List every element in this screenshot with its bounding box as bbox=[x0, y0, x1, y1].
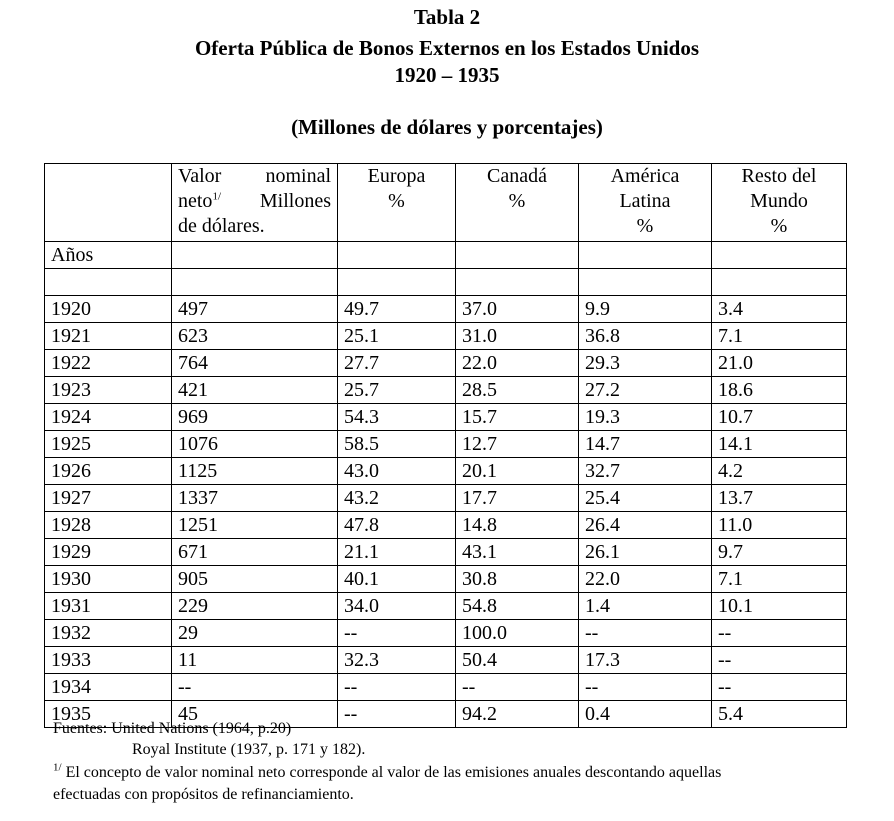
cell-nominal: 45 bbox=[172, 701, 338, 728]
cell-america: 0.4 bbox=[579, 701, 712, 728]
header-nominal-word-valor: Valor bbox=[178, 165, 222, 187]
table-row bbox=[45, 350, 847, 377]
cell-america: 36.8 bbox=[579, 323, 712, 350]
cell-america: 32.7 bbox=[579, 458, 712, 485]
footnote-line-1 bbox=[53, 763, 843, 783]
header-europa-unit: % bbox=[388, 190, 405, 212]
cell-canada: 14.8 bbox=[456, 512, 579, 539]
cell-canada: 37.0 bbox=[456, 296, 579, 323]
cell-year: 1923 bbox=[45, 377, 172, 404]
header-nominal-line2 bbox=[178, 189, 331, 214]
cell-resto: 7.1 bbox=[712, 323, 847, 350]
table-period: 1920 – 1935 bbox=[394, 63, 500, 87]
cell-resto: 18.6 bbox=[712, 377, 847, 404]
cell-year: 1927 bbox=[45, 485, 172, 512]
cell-europa: 40.1 bbox=[338, 566, 456, 593]
cell-year: 1932 bbox=[45, 620, 172, 647]
cell-europa: -- bbox=[338, 620, 456, 647]
cell-europa: 43.2 bbox=[338, 485, 456, 512]
cell-europa: 25.1 bbox=[338, 323, 456, 350]
cell-europa: 58.5 bbox=[338, 431, 456, 458]
header-nominal-word-millones: Millones bbox=[259, 190, 331, 212]
header-resto-label-1: Resto del bbox=[741, 165, 817, 187]
header-america-label-1: América bbox=[610, 165, 680, 187]
cell-nominal: 1251 bbox=[172, 512, 338, 539]
cell-america: 17.3 bbox=[579, 647, 712, 674]
cell-year: 1928 bbox=[45, 512, 172, 539]
table-row bbox=[45, 512, 847, 539]
cell-america: 9.9 bbox=[579, 296, 712, 323]
cell-nominal: 497 bbox=[172, 296, 338, 323]
cell-nominal: 969 bbox=[172, 404, 338, 431]
table-row bbox=[45, 296, 847, 323]
table-subtitle: Oferta Pública de Bonos Externos en los Estados Unidos bbox=[194, 36, 700, 60]
header-resto-label-2: Mundo bbox=[750, 190, 808, 212]
header-canada-label: Canadá bbox=[487, 165, 547, 187]
table-title: Tabla 2 bbox=[413, 5, 481, 29]
empty-cell bbox=[456, 242, 579, 269]
header-nominal-line1 bbox=[178, 164, 331, 189]
empty-cell bbox=[712, 242, 847, 269]
header-canada-unit: % bbox=[508, 190, 526, 212]
cell-nominal: 229 bbox=[172, 593, 338, 620]
cell-canada: 31.0 bbox=[456, 323, 579, 350]
cell-year: 1929 bbox=[45, 539, 172, 566]
cell-canada: 100.0 bbox=[456, 620, 579, 647]
years-label: Años bbox=[45, 242, 172, 269]
cell-europa: 27.7 bbox=[338, 350, 456, 377]
cell-canada: 94.2 bbox=[456, 701, 579, 728]
years-label-row bbox=[45, 242, 847, 269]
footnote-text-1: El concepto de valor nominal neto corresponde al valor de las emisiones anuales descontando aquellas bbox=[65, 764, 722, 781]
header-nominal-word-neto bbox=[178, 189, 221, 214]
cell-year: 1930 bbox=[45, 566, 172, 593]
header-america-unit: % bbox=[636, 215, 654, 237]
sources-line-1: Fuentes: United Nations (1964, p.20) bbox=[53, 720, 292, 737]
cell-resto: 5.4 bbox=[712, 701, 847, 728]
empty-cell bbox=[338, 269, 456, 296]
cell-nominal: 671 bbox=[172, 539, 338, 566]
header-europa-label: Europa bbox=[367, 165, 426, 187]
footnote-note-marker: 1/ bbox=[53, 761, 62, 774]
cell-resto: 13.7 bbox=[712, 485, 847, 512]
header-empty-cell bbox=[45, 164, 172, 242]
cell-resto: 7.1 bbox=[712, 566, 847, 593]
cell-resto: 10.1 bbox=[712, 593, 847, 620]
table-row bbox=[45, 377, 847, 404]
cell-resto: 4.2 bbox=[712, 458, 847, 485]
cell-canada: 43.1 bbox=[456, 539, 579, 566]
cell-nominal: 1076 bbox=[172, 431, 338, 458]
table-row bbox=[45, 539, 847, 566]
cell-america: 29.3 bbox=[579, 350, 712, 377]
cell-nominal: 11 bbox=[172, 647, 338, 674]
cell-resto: -- bbox=[712, 674, 847, 701]
header-resto-del-mundo bbox=[712, 164, 847, 242]
cell-nominal: 421 bbox=[172, 377, 338, 404]
sources-line-2: Royal Institute (1937, p. 171 y 182). bbox=[132, 741, 366, 758]
empty-cell bbox=[45, 269, 172, 296]
cell-canada: 50.4 bbox=[456, 647, 579, 674]
cell-europa: 25.7 bbox=[338, 377, 456, 404]
cell-nominal: -- bbox=[172, 674, 338, 701]
cell-america: 26.4 bbox=[579, 512, 712, 539]
table-row bbox=[45, 404, 847, 431]
cell-year: 1926 bbox=[45, 458, 172, 485]
header-nominal-value bbox=[172, 164, 338, 242]
cell-america: 19.3 bbox=[579, 404, 712, 431]
cell-year: 1931 bbox=[45, 593, 172, 620]
table-row bbox=[45, 323, 847, 350]
cell-resto: -- bbox=[712, 620, 847, 647]
header-america-label-2: Latina bbox=[619, 190, 671, 212]
header-resto-unit: % bbox=[770, 215, 788, 237]
cell-canada: 22.0 bbox=[456, 350, 579, 377]
cell-america: -- bbox=[579, 674, 712, 701]
cell-europa: 34.0 bbox=[338, 593, 456, 620]
cell-year: 1934 bbox=[45, 674, 172, 701]
empty-cell bbox=[172, 242, 338, 269]
table-units: (Millones de dólares y porcentajes) bbox=[291, 115, 603, 139]
cell-europa: 47.8 bbox=[338, 512, 456, 539]
cell-resto: -- bbox=[712, 647, 847, 674]
cell-america: 25.4 bbox=[579, 485, 712, 512]
cell-europa: 32.3 bbox=[338, 647, 456, 674]
spacer-row bbox=[45, 269, 847, 296]
table-row bbox=[45, 674, 847, 701]
table-row bbox=[45, 647, 847, 674]
empty-cell bbox=[579, 242, 712, 269]
cell-canada: -- bbox=[456, 674, 579, 701]
bond-issues-table bbox=[44, 163, 847, 728]
table-row bbox=[45, 566, 847, 593]
cell-america: 26.1 bbox=[579, 539, 712, 566]
header-row bbox=[45, 164, 847, 242]
cell-nominal: 29 bbox=[172, 620, 338, 647]
footnote-line-2: efectuadas con propósitos de refinanciamiento. bbox=[53, 786, 354, 803]
header-europa bbox=[338, 164, 456, 242]
cell-canada: 30.8 bbox=[456, 566, 579, 593]
header-nominal-line3: de dólares. bbox=[178, 215, 265, 237]
table-row bbox=[45, 593, 847, 620]
cell-nominal: 764 bbox=[172, 350, 338, 377]
cell-resto: 10.7 bbox=[712, 404, 847, 431]
cell-america: 1.4 bbox=[579, 593, 712, 620]
cell-canada: 20.1 bbox=[456, 458, 579, 485]
header-america-latina bbox=[579, 164, 712, 242]
cell-year: 1935 bbox=[45, 701, 172, 728]
table-row bbox=[45, 431, 847, 458]
cell-year: 1925 bbox=[45, 431, 172, 458]
cell-america: 22.0 bbox=[579, 566, 712, 593]
cell-year: 1921 bbox=[45, 323, 172, 350]
table-row bbox=[45, 458, 847, 485]
empty-cell bbox=[712, 269, 847, 296]
cell-europa: 54.3 bbox=[338, 404, 456, 431]
table-row bbox=[45, 485, 847, 512]
cell-europa: 21.1 bbox=[338, 539, 456, 566]
table-row bbox=[45, 620, 847, 647]
cell-canada: 12.7 bbox=[456, 431, 579, 458]
empty-cell bbox=[172, 269, 338, 296]
footnote-marker: 1/ bbox=[212, 190, 221, 203]
empty-cell bbox=[579, 269, 712, 296]
cell-nominal: 1337 bbox=[172, 485, 338, 512]
cell-resto: 21.0 bbox=[712, 350, 847, 377]
cell-year: 1920 bbox=[45, 296, 172, 323]
cell-resto: 3.4 bbox=[712, 296, 847, 323]
cell-america: -- bbox=[579, 620, 712, 647]
cell-america: 27.2 bbox=[579, 377, 712, 404]
cell-year: 1924 bbox=[45, 404, 172, 431]
cell-europa: 49.7 bbox=[338, 296, 456, 323]
cell-nominal: 1125 bbox=[172, 458, 338, 485]
cell-nominal: 623 bbox=[172, 323, 338, 350]
cell-canada: 28.5 bbox=[456, 377, 579, 404]
header-nominal-word-nominal: nominal bbox=[265, 165, 331, 187]
empty-cell bbox=[338, 242, 456, 269]
cell-europa: 43.0 bbox=[338, 458, 456, 485]
cell-europa: -- bbox=[338, 701, 456, 728]
header-canada bbox=[456, 164, 579, 242]
header-nominal-neto-text: neto bbox=[178, 190, 213, 212]
cell-nominal: 905 bbox=[172, 566, 338, 593]
cell-canada: 17.7 bbox=[456, 485, 579, 512]
cell-resto: 14.1 bbox=[712, 431, 847, 458]
empty-cell bbox=[456, 269, 579, 296]
cell-canada: 54.8 bbox=[456, 593, 579, 620]
cell-america: 14.7 bbox=[579, 431, 712, 458]
cell-year: 1922 bbox=[45, 350, 172, 377]
cell-resto: 9.7 bbox=[712, 539, 847, 566]
cell-resto: 11.0 bbox=[712, 512, 847, 539]
cell-year: 1933 bbox=[45, 647, 172, 674]
cell-europa: -- bbox=[338, 674, 456, 701]
cell-canada: 15.7 bbox=[456, 404, 579, 431]
